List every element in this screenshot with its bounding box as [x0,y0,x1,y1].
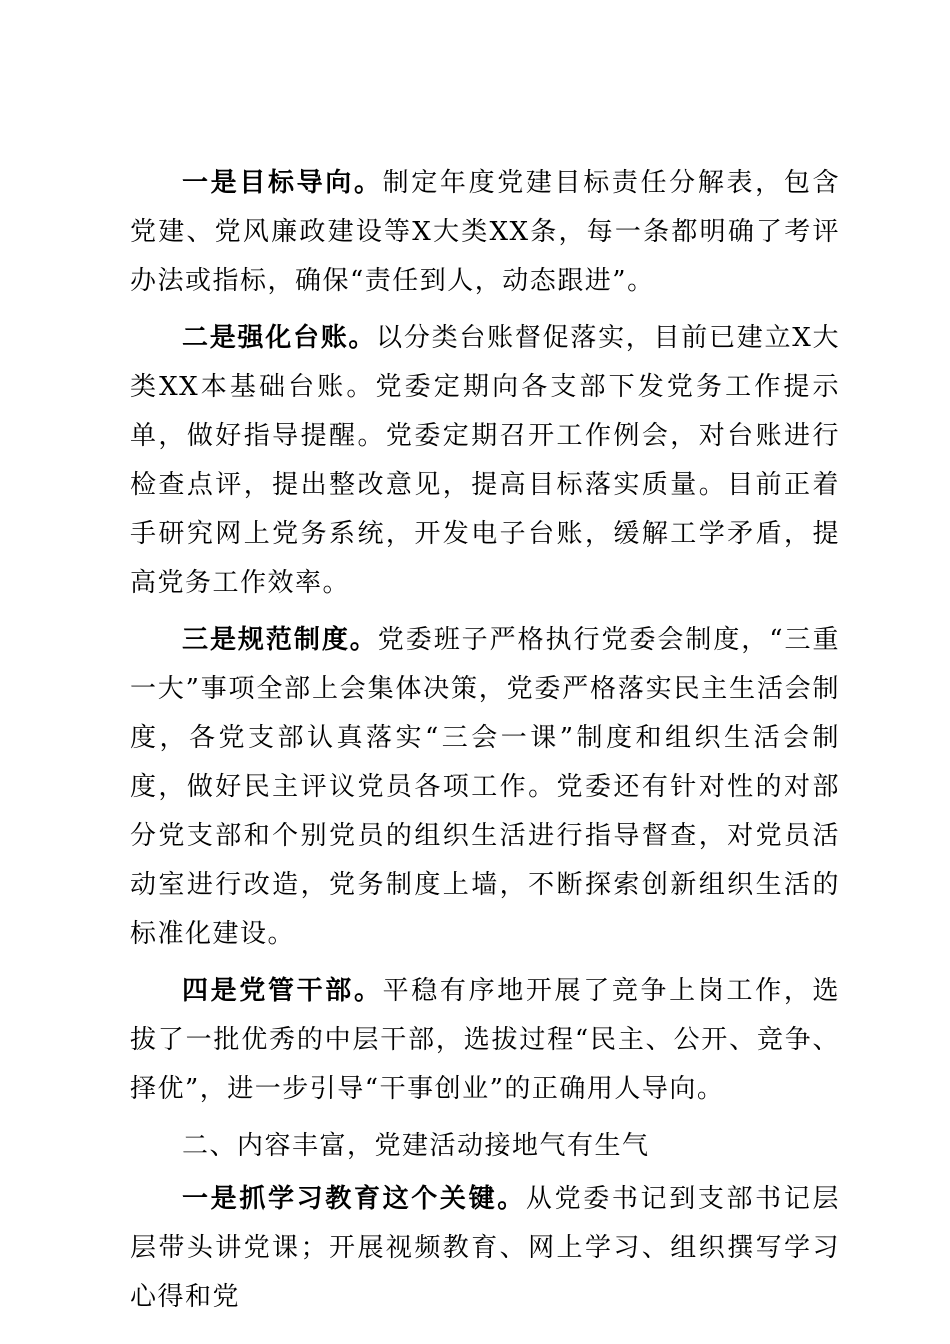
paragraph-ledger [130,314,840,608]
paragraph-lead: 一是抓学习教育这个关键。 [182,1184,526,1214]
paragraph-study-education [130,1175,840,1322]
paragraph-lead: 二是强化台账。 [182,323,377,353]
paragraph-system-norms [130,616,840,959]
paragraph-lead: 三是规范制度。 [182,625,378,655]
paragraph-text: 以分类台账督促落实，目前已建立X大类XX本基础台账。党委定期向各支部下发党务工作提示单，做好指导提醒。党委定期召开工作例会，对台账进行检查点评，提出整改意见，提高目标落实质量。目前正着手研究网上党务系统，开发电子台账，缓解工学矛盾，提高党务工作效率。 [130,323,840,598]
paragraph-text: 平稳有序地开展了竞争上岗工作，选拔了一批优秀的中层干部，选拔过程“民主、公开、竞争、择优”，进一步引导“干事创业”的正确用人导向。 [130,976,840,1104]
paragraph-lead: 四是党管干部。 [182,976,383,1006]
document-body [130,159,840,1330]
paragraph-cadre-management [130,967,840,1114]
paragraph-text: 党委班子严格执行党委会制度，“三重一大”事项全部上会集体决策，党委严格落实民主生活会制度，各党支部认真落实“三会一课”制度和组织生活会制度，做好民主评议党员各项工作。党委还有针对性的对部分党支部和个别党员的组织生活进行指导督查，对党员活动室进行改造，党务制度上墙，不断探索创新组织生活的标准化建设。 [130,625,840,949]
section-heading: 二、内容丰富，党建活动接地气有生气 [182,1131,650,1161]
paragraph-text: 从党委书记到支部书记层层带头讲党课；开展视频教育、网上学习、组织撰写学习心得和党 [130,1184,840,1312]
paragraph-lead: 一是目标导向。 [182,168,383,198]
paragraph-text: 制定年度党建目标责任分解表，包含党建、党风廉政建设等X大类XX条，每一条都明确了考评办法或指标，确保“责任到人，动态跟进”。 [130,168,840,296]
paragraph-goal-orientation [130,159,840,306]
